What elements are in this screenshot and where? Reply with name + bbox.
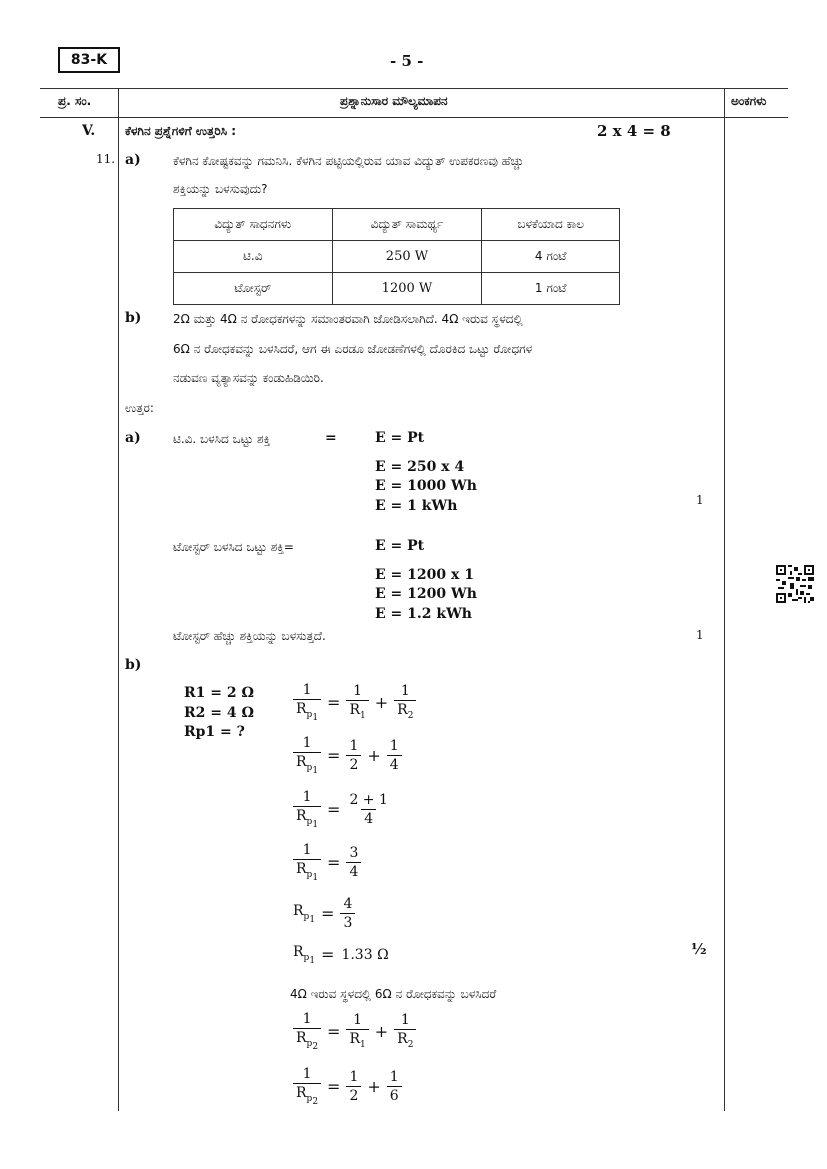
device-table [173, 208, 620, 305]
mark-a1: 1 [696, 493, 704, 507]
header-question-number: ಪ್ರ. ಸಂ. [58, 94, 92, 108]
question-b-line3: ನಡುವಣ ವ್ಯತ್ಯಾಸವನ್ನು ಕಂಡುಹಿಡಿಯಿರಿ. [173, 371, 324, 385]
question-a-line2: ಶಕ್ತಿಯನ್ನು ಬಳಸುವುದು? [173, 182, 268, 196]
tv-eq-line: E = 1 kWh [375, 498, 458, 514]
table-cell: 4 ಗಂಟೆ [482, 241, 620, 273]
answer-label: ಉತ್ತರ: [125, 401, 154, 415]
tv-eq-line: E = 250 x 4 [375, 459, 465, 475]
given-rp1: Rp1 = ? [184, 724, 245, 740]
toaster-eq-line: E = 1200 x 1 [375, 567, 474, 583]
equation-common-denominator: $\frac{1}{R_{p_1}}$ = $\frac{2 + 1}{4}$ [290, 789, 394, 830]
question-a-label: a) [125, 152, 141, 168]
answer-b-label: b) [125, 657, 142, 673]
tv-equals: = [325, 430, 337, 446]
table-header-cell: ವಿದ್ಯುತ್ ಸಾಧನಗಳು [174, 209, 333, 241]
question-b-label: b) [125, 310, 142, 326]
conclusion-text: ಟೋಸ್ಟರ್ ಹೆಚ್ಚು ಶಕ್ತಿಯನ್ನು ಬಳಸುತ್ತದೆ. [173, 629, 326, 643]
section-marks-scheme: 2 x 4 = 8 [597, 122, 671, 140]
equation-substitution: $\frac{1}{R_{p_1}}$ = $\frac{1}{2}$ + $\frac{1}{4}$ [290, 735, 405, 776]
mark-half: ½ [691, 940, 707, 958]
toaster-energy-text: ಟೋಸ್ಟರ್ ಬಳಸಿದ ಒಟ್ಟು ಶಕ್ತಿ= [173, 540, 294, 554]
equation-result: $R_{p_1}$ = 1.33 Ω [293, 944, 389, 966]
question-b-line2: 6Ω ನ ರೋಧಕವನ್ನು ಬಳಸಿದರೆ, ಆಗ ಈ ಎರಡೂ ಜೋಡಣೆಗಳಲ್ಲಿ ದೊರಕಿದ ಒಟ್ಟು ರೋಧಗಳ [173, 342, 533, 356]
table-header-border [40, 117, 788, 118]
answer-a-label: a) [125, 430, 141, 446]
table-cell: 1 ಗಂಟೆ [482, 273, 620, 305]
table-cell: ಟೋಸ್ಟರ್ [174, 273, 333, 305]
mark-a2: 1 [696, 628, 704, 642]
toaster-eq-line: E = 1.2 kWh [375, 606, 472, 622]
table-header-cell: ಬಳಕೆಯಾದ ಕಾಲ [482, 209, 620, 241]
question-number: 11. [96, 152, 116, 166]
section-instruction: ಕೆಳಗಿನ ಪ್ರಶ್ನೆಗಳಿಗೆ ಉತ್ತರಿಸಿ : [125, 124, 237, 138]
page-number: - 5 - [390, 52, 424, 70]
tv-eq-line: E = Pt [375, 430, 425, 446]
toaster-eq-line: E = Pt [375, 538, 425, 554]
table-cell: 250 W [332, 241, 482, 273]
column-divider-right [724, 88, 725, 1111]
table-row [174, 241, 620, 273]
table-cell: 1200 W [332, 273, 482, 305]
question-a-line1: ಕೆಳಗಿನ ಕೋಷ್ಟಕವನ್ನು ಗಮನಿಸಿ. ಕೆಳಗಿನ ಪಟ್ಟಿಯಲ್ಲಿರುವ ಯಾವ ವಿದ್ಯುತ್ ಉಪಕರಣವು ಹೆಚ್ಚು [173, 154, 524, 168]
header-marks: ಅಂಕಗಳು [731, 94, 767, 108]
equation-parallel-formula: $\frac{1}{R_{p_1}}$ = $\frac{1}{R_1}$ + $\frac{1}{R_2}$ [290, 682, 419, 723]
toaster-eq-line: E = 1200 Wh [375, 586, 477, 602]
section-label: V. [82, 123, 96, 139]
question-b-line1: 2Ω ಮತ್ತು 4Ω ನ ರೋಧಕಗಳನ್ನು ಸಮಾಂತರವಾಗಿ ಜೋಡಿಸಲಾಗಿದೆ. 4Ω ಇರುವ ಸ್ಥಳದಲ್ಲಿ [173, 312, 523, 326]
given-r2: R2 = 4 Ω [184, 705, 254, 721]
tv-energy-text: ಟಿ.ವಿ. ಬಳಸಿದ ಒಟ್ಟು ಶಕ್ತಿ [173, 432, 271, 446]
qr-code-icon [776, 565, 814, 603]
table-cell: ಟಿ.ವಿ [174, 241, 333, 273]
table-top-border [40, 88, 788, 89]
header-evaluation: ಪ್ರಶ್ನಾನುಸಾರ ಮೌಲ್ಯಮಾಪನ [340, 94, 448, 108]
equation-sum: $\frac{1}{R_{p_1}}$ = $\frac{3}{4}$ [290, 842, 364, 883]
table-header-row [174, 209, 620, 241]
equation-substitution-2: $\frac{1}{R_{p_2}}$ = $\frac{1}{2}$ + $\frac{1}{6}$ [290, 1066, 405, 1107]
tv-eq-line: E = 1000 Wh [375, 478, 477, 494]
equation-parallel-formula-2: $\frac{1}{R_{p_2}}$ = $\frac{1}{R_1}$ + $\frac{1}{R_2}$ [290, 1011, 419, 1052]
column-divider-left [118, 88, 119, 1111]
table-row [174, 273, 620, 305]
equation-inverse: $R_{p_1}$ = $\frac{4}{3}$ [290, 896, 358, 931]
paper-code: 83-K [58, 47, 120, 73]
table-header-cell: ವಿದ್ಯುತ್ ಸಾಮರ್ಥ್ಯ [332, 209, 482, 241]
given-r1: R1 = 2 Ω [184, 685, 254, 701]
replace-text: 4Ω ಇರುವ ಸ್ಥಳದಲ್ಲಿ 6Ω ನ ರೋಧಕವನ್ನು ಬಳಸಿದರೆ [290, 987, 497, 1001]
